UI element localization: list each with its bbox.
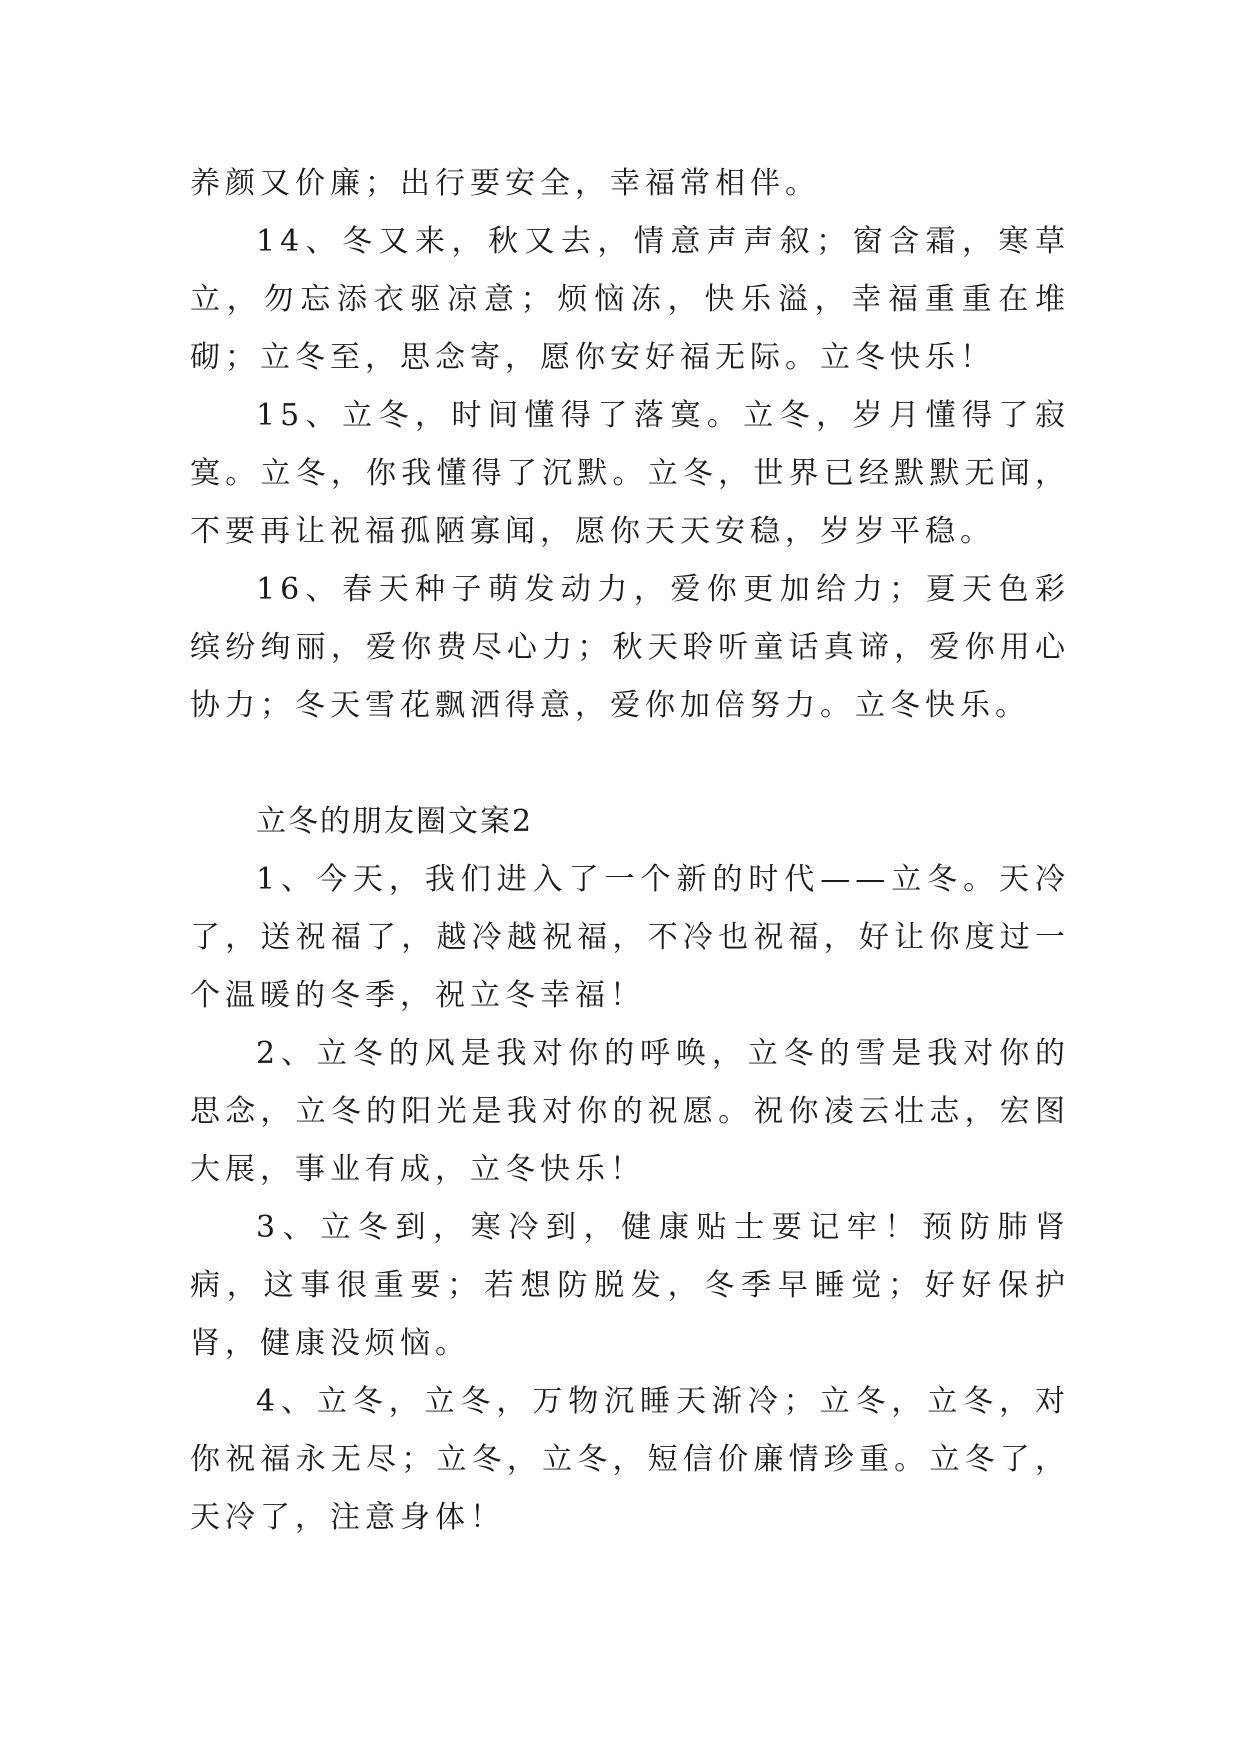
paragraph-item-2: 2、立冬的风是我对你的呼唤，立冬的雪是我对你的思念，立冬的阳光是我对你的祝愿。祝你凌云壮志，宏图大展，事业有成，立冬快乐！: [190, 1036, 1070, 1187]
paragraph-continuation: 养颜又价廉；出行要安全，幸福常相伴。: [190, 166, 820, 201]
paragraph-item-4: 4、立冬，立冬，万物沉睡天渐冷；立冬，立冬，对你祝福永无尽；立冬，立冬，短信价廉情珍重。立冬了，天冷了，注意身体！: [190, 1384, 1070, 1535]
paragraph-item-15: 15、立冬，时间懂得了落寞。立冬，岁月懂得了寂寞。立冬，你我懂得了沉默。立冬，世界已经默默无闻，不要再让祝福孤陋寡闻，愿你天天安稳，岁岁平稳。: [190, 398, 1070, 549]
paragraph-item-1: 1、今天，我们进入了一个新的时代——立冬。天冷了，送祝福了，越冷越祝福，不冷也祝福，好让你度过一个温暖的冬季，祝立冬幸福！: [190, 862, 1070, 1013]
paragraph-item-3: 3、立冬到，寒冷到，健康贴士要记牢！预防肺肾病，这事很重要；若想防脱发，冬季早睡觉；好好保护肾，健康没烦恼。: [190, 1210, 1070, 1361]
document-body: [190, 155, 1070, 1547]
paragraph-item-14: 14、冬又来，秋又去，情意声声叙；窗含霜，寒草立，勿忘添衣驱凉意；烦恼冻，快乐溢，幸福重重在堆砌；立冬至，思念寄，愿你安好福无际。立冬快乐！: [190, 224, 1070, 375]
paragraph-item-16: 16、春天种子萌发动力，爱你更加给力；夏天色彩缤纷绚丽，爱你费尽心力；秋天聆听童话真谛，爱你用心协力；冬天雪花飘洒得意，爱你加倍努力。立冬快乐。: [190, 572, 1070, 723]
section-heading: 立冬的朋友圈文案2: [256, 804, 534, 839]
